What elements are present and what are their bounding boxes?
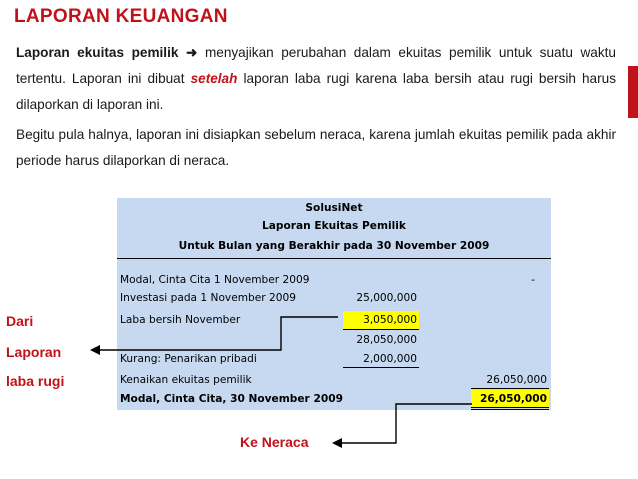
row-col2-total: 26,050,000 — [471, 390, 549, 408]
row-label-total: Modal, Cinta Cita, 30 November 2009 — [120, 393, 343, 405]
side-label-laba-rugi: laba rugi — [6, 373, 65, 389]
paragraph-1-text-b: laporan laba rugi karena laba bersih atau rugi bersih harus dilaporkan di laporan ini. — [16, 71, 617, 112]
row-col1: 2,000,000 — [363, 353, 417, 365]
row-label: Modal, Cinta Cita 1 November 2009 — [120, 274, 310, 286]
paragraph-1-text-a: menyajikan perubahan dalam ekuitas pemilik untuk suatu waktu tertentu. Laporan ini dibuat — [16, 45, 616, 86]
row-label: Kurang: Penarikan pribadi — [120, 353, 257, 365]
bold-term: Laporan ekuitas pemilik — [16, 45, 179, 60]
row-label: Kenaikan ekuitas pemilik — [120, 374, 252, 386]
row-label: Laba bersih November — [120, 314, 241, 326]
statement-period: Untuk Bulan yang Berakhir pada 30 November 2009 — [178, 240, 490, 252]
emphasis-setelah: setelah — [190, 71, 238, 86]
page-title: LAPORAN KEUANGAN — [14, 6, 228, 27]
statement-report-name: Laporan Ekuitas Pemilik — [262, 220, 406, 232]
row-col2: - — [531, 274, 535, 286]
paragraph-2: Begitu pula halnya, laporan ini disiapkan sebelum neraca, karena jumlah ekuitas pemilik pada akhir periode harus dilaporkan di neraca. — [16, 127, 616, 168]
arrow-to-neraca — [334, 404, 472, 443]
row-col1: 28,050,000 — [356, 334, 417, 346]
statement-company: SolusiNet — [305, 202, 363, 214]
arrow-from-laba-rugi — [92, 317, 338, 350]
side-label-laporan: Laporan — [6, 344, 62, 360]
row-label: Investasi pada 1 November 2009 — [120, 292, 296, 304]
row-col2: 26,050,000 — [486, 374, 547, 386]
row-col1-highlighted: 3,050,000 — [343, 311, 419, 329]
ke-neraca-label: Ke Neraca — [240, 434, 309, 450]
side-label-dari: Dari — [6, 313, 34, 329]
row-col1: 25,000,000 — [356, 292, 417, 304]
right-arrow-icon: ➜ — [185, 45, 198, 60]
